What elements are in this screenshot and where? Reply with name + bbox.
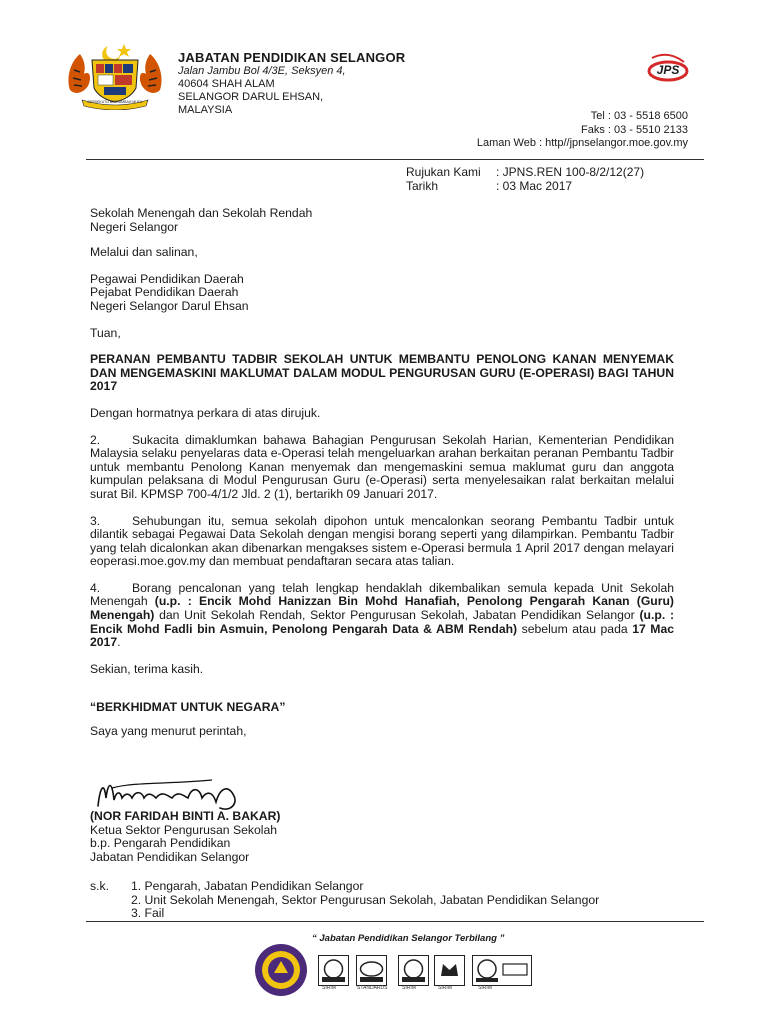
tel: Tel : 03 - 5518 6500 xyxy=(590,110,688,122)
cc-recipient xyxy=(90,273,674,314)
sk-item: 1. Pengarah, Jabatan Pendidikan Selangor xyxy=(131,879,364,893)
address-line: 40604 SHAH ALAM xyxy=(178,78,275,90)
cert-label: STANDARDS xyxy=(357,985,388,991)
signatory-title: Jabatan Pendidikan Selangor xyxy=(90,849,250,864)
para-text: Sukacita dimaklumkan bahawa Bahagian Pengurusan Sekolah Harian, Kementerian Pendidikan Malaysia selaku penyelaras data e-Operasi telah mengeluarkan arahan berkaitan peranan Pembantu Tadbir untuk membantu Penolong Kanan menyemak dan mengemaskini semua maklumat guru dan anggota kumpulan pelaksana di Modul Pengurusan Guru (e-Operasi) serta menyelesaikan ralat berkaitan melalui surat Bil. KPMSP 700-4/1/2 Jld. 2 (1), bertarikh 09 Januari 2017. xyxy=(90,432,674,501)
para-text: Sehubungan itu, semua sekolah dipohon untuk mencalonkan seorang Pembantu Tadbir untuk dilantik sebagai Pegawai Data Sekolah dengan mengisi borang seperti yang dilampirkan. Pembantu Tadbir yang telah dicalonkan akan dibenarkan mengakses sistem e-Operasi bermula 1 April 2017 dengan melayari eoperasi.moe.gov.my dan membuat pendaftaran secara atas talian. xyxy=(90,513,674,569)
para-text: sebelum atau pada xyxy=(517,621,633,636)
seal-icon xyxy=(254,943,308,997)
crest-motto: BERSEKUTU BERTAMBAH MUTU xyxy=(87,100,143,104)
reference-block xyxy=(406,166,644,193)
signatory-name: (NOR FARIDAH BINTI A. BAKAR) xyxy=(90,809,281,823)
para-text: . xyxy=(117,635,121,650)
address-block-rest xyxy=(178,78,323,117)
deadline-date: 17 Mac 2017 xyxy=(90,621,674,650)
header-divider xyxy=(86,159,704,160)
recipient-line: Sekolah Menengah dan Sekolah Rendah xyxy=(90,206,313,220)
website: Laman Web : http//jpnselangor.moe.gov.my xyxy=(476,137,688,149)
cert-label: SIRIM xyxy=(438,985,452,991)
signatory-block xyxy=(90,810,280,864)
para-text: dan Unit Sekolah Rendah, Sektor Pengurusan Sekolah, Jabatan Pendidikan Selangor xyxy=(154,608,640,623)
date-value: : 03 Mac 2017 xyxy=(496,178,573,193)
paragraph-2 xyxy=(90,434,674,502)
date-label: Tarikh xyxy=(406,178,439,193)
contact-person-2: (u.p. : Encik Mohd Fadli bin Asmuin, Penolong Pengarah Data & ABM Rendah) xyxy=(90,608,675,636)
fax: Faks : 03 - 5510 2133 xyxy=(580,123,688,136)
signatory-title: Ketua Sektor Pengurusan Sekolah xyxy=(90,822,278,837)
motto: “BERKHIDMAT UNTUK NEGARA” xyxy=(90,700,286,715)
cert-label: SIRIM xyxy=(478,985,492,991)
crown-mark-icon xyxy=(435,956,464,985)
state-crest xyxy=(64,40,166,110)
para-number: 2. xyxy=(90,432,101,447)
quality-mark-icon xyxy=(319,956,348,985)
yours-faithfully: Saya yang menurut perintah, xyxy=(90,724,247,739)
cert-standards xyxy=(356,955,387,986)
cert-label: SIRIM xyxy=(322,985,336,991)
recipient-line: Negeri Selangor xyxy=(90,219,179,234)
para-number: 4. xyxy=(90,580,101,595)
ref-label: Rujukan Kami xyxy=(406,165,481,179)
contact-block xyxy=(477,110,688,151)
para-text: Borang pencalonan yang telah lengkap hendaklah dikembalikan semula kepada Unit Sekolah Menengah xyxy=(90,580,674,609)
closing: Sekian, terima kasih. xyxy=(90,661,204,676)
jps-logo-text: JPS xyxy=(656,63,680,77)
footer-slogan: “ Jabatan Pendidikan Selangor Terbilang ” xyxy=(312,933,505,944)
jps-logo xyxy=(646,52,690,86)
iqnet-mark-icon xyxy=(473,956,531,985)
cert-quality-system xyxy=(318,955,349,986)
address-line: Jalan Jambu Bol 4/3E, Seksyen 4, xyxy=(178,65,346,77)
cc-intro: Melalui dan salinan, xyxy=(90,245,198,260)
sk-item: 2. Unit Sekolah Menengah, Sektor Pengurusan Sekolah, Jabatan Pendidikan Selangor xyxy=(131,892,600,907)
cc-line: Negeri Selangor Darul Ehsan xyxy=(90,298,249,313)
address-line: MALAYSIA xyxy=(178,104,233,116)
org-name: JABATAN PENDIDIKAN SELANGOR xyxy=(178,50,406,65)
cert-iqnet xyxy=(472,955,532,986)
recipient xyxy=(90,207,674,234)
signatory-title: b.p. Pengarah Pendidikan xyxy=(90,836,231,851)
ref-value: : JPNS.REN 100-8/2/12(27) xyxy=(496,165,645,179)
ministry-seal xyxy=(254,943,308,997)
quality-mark-icon xyxy=(399,956,428,985)
sk-item: 3. Fail xyxy=(131,906,165,921)
sk-list xyxy=(131,880,599,921)
cc-line: Pejabat Pendidikan Daerah xyxy=(90,285,239,300)
paragraph-3 xyxy=(90,515,674,569)
letter-body xyxy=(90,207,674,739)
salutation: Tuan, xyxy=(90,325,121,340)
address-block xyxy=(178,65,346,78)
opening-line: Dengan hormatnya perkara di atas dirujuk. xyxy=(90,405,321,420)
cert-quality-system-2 xyxy=(398,955,429,986)
para-number: 3. xyxy=(90,513,101,528)
footer-divider xyxy=(86,921,704,922)
paragraph-4 xyxy=(90,582,674,650)
sk-label: s.k. xyxy=(90,879,109,893)
contact-person-1: (u.p. : Encik Mohd Hanizzan Bin Mohd Hanafiah, Penolong Pengarah Kanan (Guru) Menengah) xyxy=(90,594,674,623)
subject-title: PERANAN PEMBANTU TADBIR SEKOLAH UNTUK MEMBANTU PENOLONG KANAN MENYEMAK DAN MENGEMASKINI MAKLUMAT DALAM MODUL PENGURUSAN GURU (E-OPERASI) BAGI TAHUN 2017 xyxy=(90,352,674,394)
cert-ukas xyxy=(434,955,465,986)
standards-mark-icon xyxy=(357,956,386,985)
address-line: SELANGOR DARUL EHSAN, xyxy=(178,91,324,103)
cert-label: SIRIM xyxy=(402,985,416,991)
cc-line: Pegawai Pendidikan Daerah xyxy=(90,271,244,286)
